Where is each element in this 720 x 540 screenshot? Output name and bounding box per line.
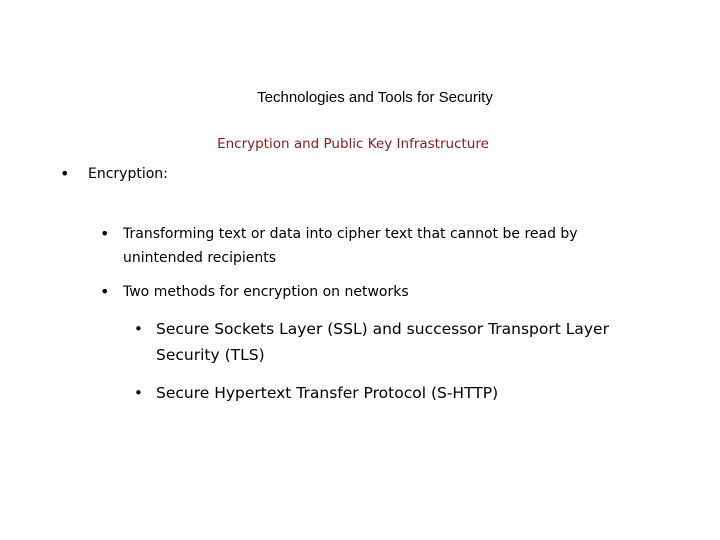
slide-subtitle: Encryption and Public Key Infrastructure <box>217 136 489 152</box>
bullet-icon: • <box>100 282 110 301</box>
bullet-icon: • <box>134 320 143 338</box>
slide-title: Technologies and Tools for Security <box>257 89 493 106</box>
bullet-icon: • <box>134 384 143 402</box>
bullet-text: Secure Hypertext Transfer Protocol (S-HTTP) <box>156 384 499 402</box>
bullet-icon: • <box>100 224 110 243</box>
bullet-icon: • <box>60 164 70 183</box>
bullet-text: Secure Sockets Layer (SSL) and successor Transport Layer Security (TLS) <box>156 320 609 364</box>
bullet-text: Encryption: <box>88 166 168 182</box>
bullet-text: Two methods for encryption on networks <box>123 284 409 300</box>
bullet-text: Transforming text or data into cipher text that cannot be read by unintended recipients <box>123 226 578 266</box>
